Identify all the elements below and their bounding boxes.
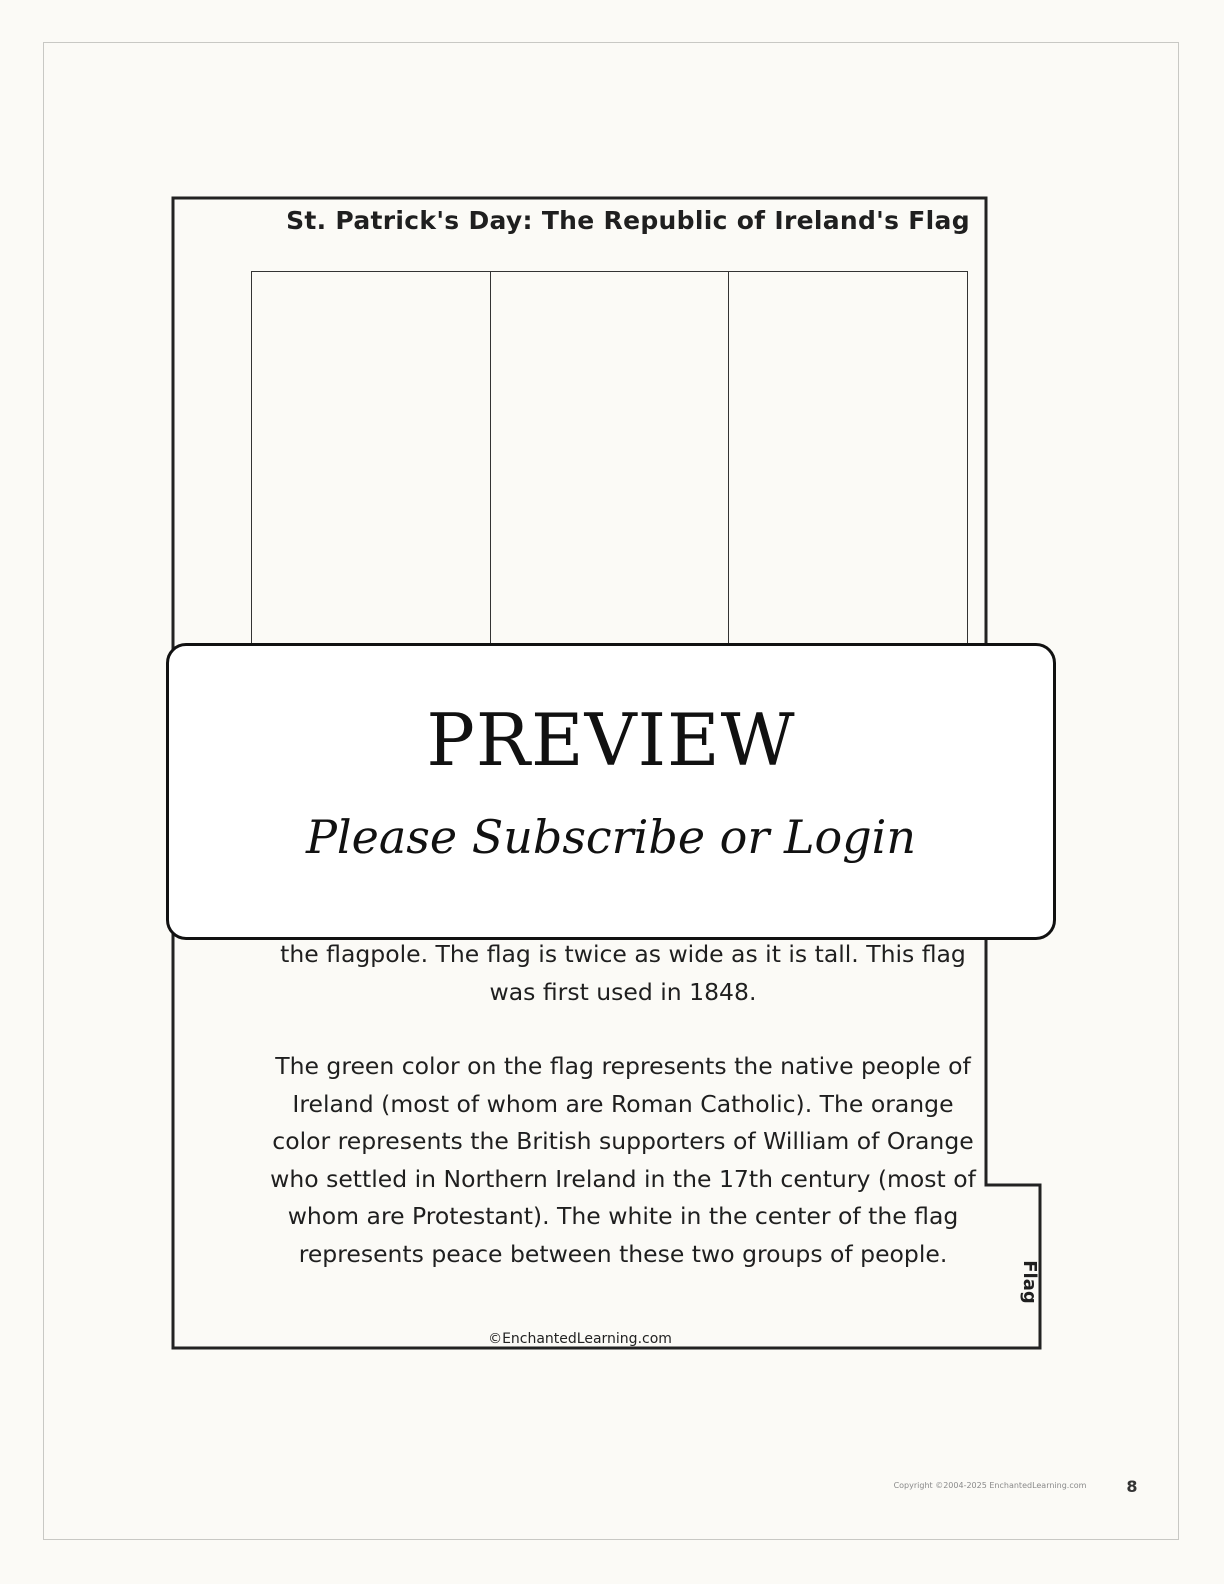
flag-stripe-middle (491, 272, 730, 651)
preview-overlay[interactable] (166, 643, 1056, 940)
preview-title: PREVIEW (426, 698, 796, 782)
worksheet-title: St. Patrick's Day: The Republic of Ireland's Flag (286, 206, 970, 235)
worksheet-copyright: ©EnchantedLearning.com (488, 1331, 672, 1347)
flag-stripe-left (252, 272, 491, 651)
footer-copyright: Copyright ©2004-2025 EnchantedLearning.com (893, 1481, 1087, 1490)
flag-coloring-area (251, 271, 968, 651)
page-number: 8 (1126, 1477, 1138, 1496)
flag-stripe-right (729, 272, 967, 651)
flag-colors-paragraph: The green color on the flag represents the native people of Ireland (most of whom are Roman Catholic). The orange color represents the British supporters of William of Orange who settled in Northern Ireland in the 17th century (most of whom are Protestant). The white in the center of the flag represents peace between these two groups of people. (270, 1052, 976, 1268)
flag-description-paragraph: the flagpole. The flag is twice as wide as it is tall. This flag was first used in 1848. (280, 940, 966, 1006)
tab-label-flag: Flag (1019, 1260, 1041, 1304)
subscribe-login-prompt[interactable]: Please Subscribe or Login (305, 810, 917, 864)
